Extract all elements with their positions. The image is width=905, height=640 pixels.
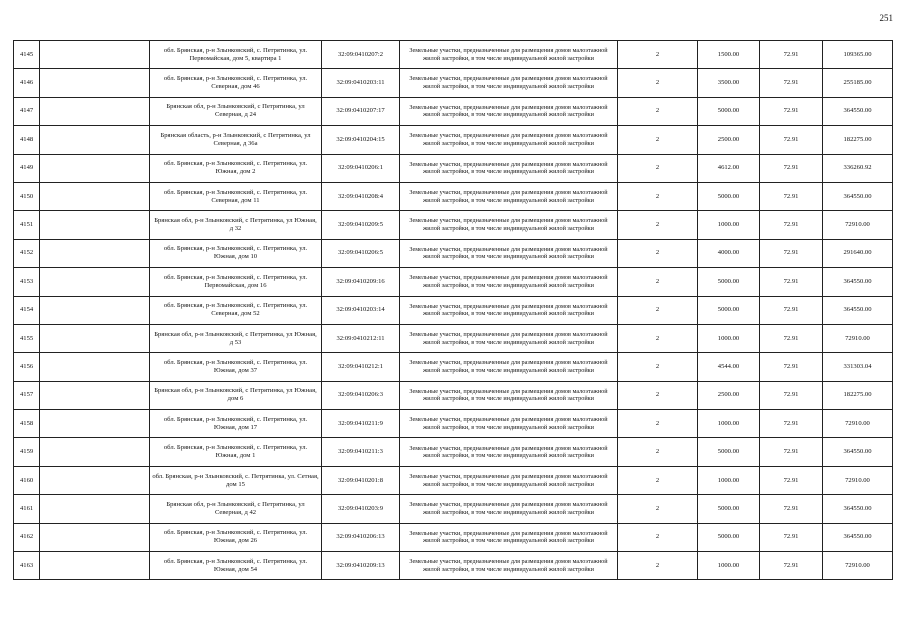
specific-value-cell: 72.91 [760,97,823,125]
address-cell: обл. Брянская, р-н Злынковский, с. Петрятинка, ул. Северная, дом 46 [150,69,322,97]
specific-value-cell: 72.91 [760,296,823,324]
specific-value-cell: 72.91 [760,239,823,267]
table-row [14,410,893,438]
cadastral-value-cell: 364550.00 [823,438,893,466]
cadastral-number-cell: 32:09:0410208:4 [322,182,400,210]
row-number-cell: 4163 [14,552,40,580]
table-row [14,268,893,296]
row-number-cell: 4150 [14,182,40,210]
table-row [14,97,893,125]
group-code-cell: 2 [618,182,698,210]
land-use-type-cell: Земельные участки, предназначенные для размещения домов малоэтажной жилой застройки, в том числе индивидуальной жилой застройки [400,97,618,125]
group-code-cell: 2 [618,523,698,551]
area-cell: 4612.00 [698,154,760,182]
specific-value-cell: 72.91 [760,268,823,296]
specific-value-cell: 72.91 [760,523,823,551]
specific-value-cell: 72.91 [760,69,823,97]
cadastral-number-cell: 32:09:0410211:3 [322,438,400,466]
address-cell: обл. Брянская, р-н Злынковский, с. Петрятинка, ул. Южная, дом 37 [150,353,322,381]
table-row [14,182,893,210]
land-use-type-cell: Земельные участки, предназначенные для размещения домов малоэтажной жилой застройки, в том числе индивидуальной жилой застройки [400,126,618,154]
row-number-cell: 4149 [14,154,40,182]
area-cell: 3500.00 [698,69,760,97]
area-cell: 4544.00 [698,353,760,381]
cadastral-value-cell: 364550.00 [823,296,893,324]
row-number-cell: 4160 [14,466,40,494]
cadastral-number-cell: 32:09:0410207:2 [322,41,400,69]
specific-value-cell: 72.91 [760,211,823,239]
cadastral-value-cell: 182275.00 [823,381,893,409]
cadastral-value-cell: 182275.00 [823,126,893,154]
cadastral-number-cell: 32:09:0410206:5 [322,239,400,267]
land-use-type-cell: Земельные участки, предназначенные для размещения домов малоэтажной жилой застройки, в том числе индивидуальной жилой застройки [400,381,618,409]
cadastral-value-cell: 72910.00 [823,410,893,438]
cadastral-number-cell: 32:09:0410206:1 [322,154,400,182]
land-use-type-cell: Земельные участки, предназначенные для размещения домов малоэтажной жилой застройки, в том числе индивидуальной жилой застройки [400,438,618,466]
address-cell: Брянская область, р-н Злынковский, с Петрятинка, ул Северная, д 36а [150,126,322,154]
specific-value-cell: 72.91 [760,466,823,494]
land-use-type-cell: Земельные участки, предназначенные для размещения домов малоэтажной жилой застройки, в том числе индивидуальной жилой застройки [400,41,618,69]
row-number-cell: 4158 [14,410,40,438]
table-row [14,154,893,182]
cadastral-number-cell: 32:09:0410203:14 [322,296,400,324]
row-number-cell: 4157 [14,381,40,409]
row-number-cell: 4147 [14,97,40,125]
specific-value-cell: 72.91 [760,126,823,154]
blank-cell [40,268,150,296]
area-cell: 1000.00 [698,410,760,438]
specific-value-cell: 72.91 [760,324,823,352]
table-row [14,495,893,523]
address-cell: обл. Брянская, р-н Злынковский, с. Петрятинка, ул. Сетная, дом 15 [150,466,322,494]
cadastral-value-cell: 72910.00 [823,211,893,239]
land-use-type-cell: Земельные участки, предназначенные для размещения домов малоэтажной жилой застройки, в том числе индивидуальной жилой застройки [400,353,618,381]
row-number-cell: 4152 [14,239,40,267]
blank-cell [40,523,150,551]
area-cell: 1000.00 [698,211,760,239]
address-cell: обл. Брянская, р-н Злынковский, с. Петрятинка, ул. Южная, дом 1 [150,438,322,466]
cadastral-number-cell: 32:09:0410209:13 [322,552,400,580]
cadastral-number-cell: 32:09:0410203:9 [322,495,400,523]
cadastral-number-cell: 32:09:0410207:17 [322,97,400,125]
address-cell: обл. Брянская, р-н Злынковский, с. Петрятинка, ул. Южная, дом 54 [150,552,322,580]
row-number-cell: 4148 [14,126,40,154]
area-cell: 5000.00 [698,296,760,324]
specific-value-cell: 72.91 [760,410,823,438]
blank-cell [40,552,150,580]
group-code-cell: 2 [618,410,698,438]
group-code-cell: 2 [618,239,698,267]
table-row [14,381,893,409]
area-cell: 5000.00 [698,97,760,125]
table-row [14,211,893,239]
table-row [14,353,893,381]
area-cell: 1000.00 [698,552,760,580]
blank-cell [40,410,150,438]
table-row [14,324,893,352]
cadastral-value-cell: 331303.04 [823,353,893,381]
address-cell: обл. Брянская, р-н Злынковский, с. Петрятинка, ул. Южная, дом 2 [150,154,322,182]
land-use-type-cell: Земельные участки, предназначенные для размещения домов малоэтажной жилой застройки, в том числе индивидуальной жилой застройки [400,239,618,267]
cadastral-value-cell: 364550.00 [823,97,893,125]
group-code-cell: 2 [618,154,698,182]
row-number-cell: 4146 [14,69,40,97]
blank-cell [40,126,150,154]
blank-cell [40,353,150,381]
cadastral-number-cell: 32:09:0410209:5 [322,211,400,239]
blank-cell [40,41,150,69]
group-code-cell: 2 [618,495,698,523]
blank-cell [40,466,150,494]
table-row [14,126,893,154]
row-number-cell: 4161 [14,495,40,523]
group-code-cell: 2 [618,41,698,69]
land-use-type-cell: Земельные участки, предназначенные для размещения домов малоэтажной жилой застройки, в том числе индивидуальной жилой застройки [400,552,618,580]
cadastral-value-cell: 364550.00 [823,495,893,523]
blank-cell [40,154,150,182]
land-use-type-cell: Земельные участки, предназначенные для размещения домов малоэтажной жилой застройки, в том числе индивидуальной жилой застройки [400,182,618,210]
address-cell: обл. Брянская, р-н Злынковский, с. Петрятинка, ул. Южная, дом 10 [150,239,322,267]
table-row [14,466,893,494]
row-number-cell: 4159 [14,438,40,466]
area-cell: 5000.00 [698,182,760,210]
area-cell: 5000.00 [698,495,760,523]
land-use-type-cell: Земельные участки, предназначенные для размещения домов малоэтажной жилой застройки, в том числе индивидуальной жилой застройки [400,523,618,551]
group-code-cell: 2 [618,211,698,239]
cadastral-value-cell: 364550.00 [823,523,893,551]
area-cell: 1000.00 [698,324,760,352]
address-cell: Брянская обл, р-н Злынковский, с Петрятинка, ул Южная, дом 6 [150,381,322,409]
cadastral-value-cell: 291640.00 [823,239,893,267]
specific-value-cell: 72.91 [760,495,823,523]
page-number: 251 [879,13,893,23]
cadastral-value-cell: 336260.92 [823,154,893,182]
blank-cell [40,211,150,239]
address-cell: обл. Брянская, р-н Злынковский, с. Петрятинка, ул. Южная, дом 26 [150,523,322,551]
row-number-cell: 4153 [14,268,40,296]
cadastral-number-cell: 32:09:0410204:15 [322,126,400,154]
area-cell: 2500.00 [698,381,760,409]
cadastral-number-cell: 32:09:0410201:8 [322,466,400,494]
table-row [14,552,893,580]
cadastral-number-cell: 32:09:0410212:1 [322,353,400,381]
cadastral-value-cell: 109365.00 [823,41,893,69]
cadastral-number-cell: 32:09:0410206:13 [322,523,400,551]
row-number-cell: 4162 [14,523,40,551]
cadastral-value-cell: 72910.00 [823,324,893,352]
group-code-cell: 2 [618,97,698,125]
group-code-cell: 2 [618,466,698,494]
group-code-cell: 2 [618,69,698,97]
address-cell: обл. Брянская, р-н Злынковский, с. Петрятинка, ул. Южная, дом 17 [150,410,322,438]
area-cell: 1500.00 [698,41,760,69]
area-cell: 2500.00 [698,126,760,154]
specific-value-cell: 72.91 [760,381,823,409]
table-row [14,438,893,466]
blank-cell [40,438,150,466]
address-cell: обл. Брянская, р-н Злынковский, с. Петрятинка, ул. Первомайская, дом 16 [150,268,322,296]
address-cell: обл. Брянская, р-н Злынковский, с. Петрятинка, ул. Северная, дом 11 [150,182,322,210]
cadastral-value-cell: 364550.00 [823,182,893,210]
group-code-cell: 2 [618,296,698,324]
land-use-type-cell: Земельные участки, предназначенные для размещения домов малоэтажной жилой застройки, в том числе индивидуальной жилой застройки [400,466,618,494]
land-use-type-cell: Земельные участки, предназначенные для размещения домов малоэтажной жилой застройки, в том числе индивидуальной жилой застройки [400,410,618,438]
specific-value-cell: 72.91 [760,353,823,381]
group-code-cell: 2 [618,126,698,154]
table-body [14,41,893,580]
cadastral-value-cell: 364550.00 [823,268,893,296]
row-number-cell: 4156 [14,353,40,381]
group-code-cell: 2 [618,381,698,409]
land-use-type-cell: Земельные участки, предназначенные для размещения домов малоэтажной жилой застройки, в том числе индивидуальной жилой застройки [400,495,618,523]
land-use-type-cell: Земельные участки, предназначенные для размещения домов малоэтажной жилой застройки, в том числе индивидуальной жилой застройки [400,324,618,352]
row-number-cell: 4145 [14,41,40,69]
row-number-cell: 4155 [14,324,40,352]
table-row [14,296,893,324]
cadastral-value-cell: 72910.00 [823,552,893,580]
group-code-cell: 2 [618,324,698,352]
specific-value-cell: 72.91 [760,41,823,69]
blank-cell [40,296,150,324]
specific-value-cell: 72.91 [760,552,823,580]
cadastral-number-cell: 32:09:0410203:11 [322,69,400,97]
group-code-cell: 2 [618,438,698,466]
address-cell: обл. Брянская, р-н Злынковский, с. Петрятинка, ул. Северная, дом 52 [150,296,322,324]
blank-cell [40,381,150,409]
blank-cell [40,69,150,97]
area-cell: 5000.00 [698,438,760,466]
address-cell: Брянская обл, р-н Злынковский, с Петрятинка, ул Северная, д 24 [150,97,322,125]
blank-cell [40,239,150,267]
table-row [14,41,893,69]
land-use-type-cell: Земельные участки, предназначенные для размещения домов малоэтажной жилой застройки, в том числе индивидуальной жилой застройки [400,69,618,97]
group-code-cell: 2 [618,353,698,381]
area-cell: 5000.00 [698,523,760,551]
blank-cell [40,495,150,523]
table-row [14,69,893,97]
group-code-cell: 2 [618,268,698,296]
specific-value-cell: 72.91 [760,438,823,466]
row-number-cell: 4151 [14,211,40,239]
blank-cell [40,97,150,125]
blank-cell [40,182,150,210]
address-cell: Брянская обл, р-н Злынковский, с Петрятинка, ул Южная, д 32 [150,211,322,239]
land-use-type-cell: Земельные участки, предназначенные для размещения домов малоэтажной жилой застройки, в том числе индивидуальной жилой застройки [400,268,618,296]
address-cell: обл. Брянская, р-н Злынковский, с. Петрятинка, ул. Первомайская, дом 5, квартира 1 [150,41,322,69]
row-number-cell: 4154 [14,296,40,324]
cadastral-number-cell: 32:09:0410206:3 [322,381,400,409]
area-cell: 1000.00 [698,466,760,494]
land-use-type-cell: Земельные участки, предназначенные для размещения домов малоэтажной жилой застройки, в том числе индивидуальной жилой застройки [400,296,618,324]
specific-value-cell: 72.91 [760,182,823,210]
cadastral-number-cell: 32:09:0410209:16 [322,268,400,296]
land-use-type-cell: Земельные участки, предназначенные для размещения домов малоэтажной жилой застройки, в том числе индивидуальной жилой застройки [400,211,618,239]
land-use-type-cell: Земельные участки, предназначенные для размещения домов малоэтажной жилой застройки, в том числе индивидуальной жилой застройки [400,154,618,182]
area-cell: 4000.00 [698,239,760,267]
area-cell: 5000.00 [698,268,760,296]
blank-cell [40,324,150,352]
table-row [14,523,893,551]
land-plot-table [13,40,893,580]
specific-value-cell: 72.91 [760,154,823,182]
address-cell: Брянская обл, р-н Злынковский, с Петрятинка, ул Южная, д 53 [150,324,322,352]
address-cell: Брянская обл, р-н Злынковский, с Петрятинка, ул Северная, д 42 [150,495,322,523]
cadastral-value-cell: 255185.00 [823,69,893,97]
cadastral-value-cell: 72910.00 [823,466,893,494]
cadastral-number-cell: 32:09:0410212:11 [322,324,400,352]
table-row [14,239,893,267]
cadastral-number-cell: 32:09:0410211:9 [322,410,400,438]
group-code-cell: 2 [618,552,698,580]
